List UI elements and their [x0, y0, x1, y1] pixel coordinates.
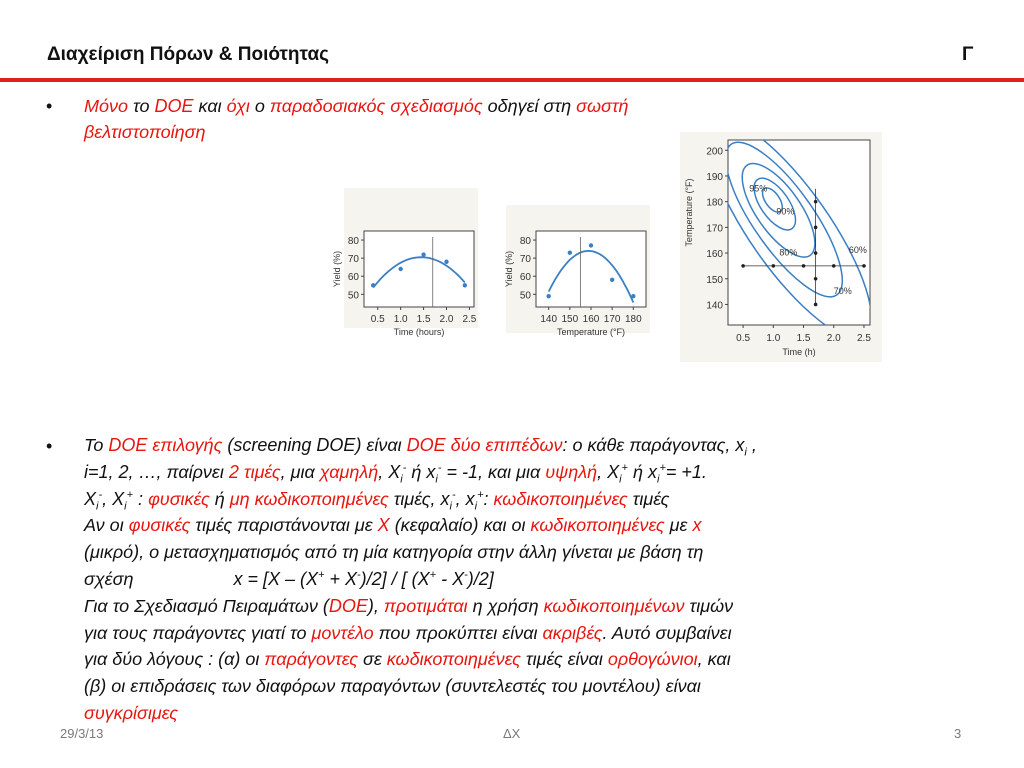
text-to: το	[128, 96, 155, 116]
chart-yield-temp	[490, 183, 670, 355]
experiment-point	[862, 264, 866, 268]
data-point	[444, 260, 448, 264]
subscript: i	[96, 500, 99, 513]
page-number: 3	[954, 726, 962, 741]
text: = -1, και μια	[441, 461, 546, 482]
subscript: i	[474, 500, 478, 513]
data-point	[568, 251, 572, 255]
chart-yield-time	[318, 183, 480, 355]
y-tick-label: 60	[519, 272, 531, 284]
text: Το	[84, 435, 109, 455]
superscript: -	[98, 488, 103, 501]
subscript: i	[619, 473, 622, 486]
text: κωδικοποιημένες	[530, 515, 665, 536]
text: Αν οι	[84, 515, 129, 536]
text: Για το Σχεδιασμό Πειραμάτων (	[84, 595, 329, 616]
text-kai: και	[193, 96, 227, 116]
contour-label: 80%	[779, 247, 798, 258]
text: για τους παράγοντες γιατί το	[84, 622, 312, 643]
y-tick-label: 140	[706, 300, 723, 312]
text: X	[84, 488, 97, 509]
superscript: +	[659, 461, 666, 474]
text-leads-to: οδηγεί στη	[482, 96, 577, 116]
text: DOE δύο επιπέδων	[406, 435, 563, 455]
text: , X	[378, 461, 401, 482]
text: σχέση	[84, 568, 134, 589]
y-tick-label: 70	[347, 254, 359, 266]
y-tick-label: 50	[347, 290, 359, 302]
superscript: -	[464, 568, 468, 581]
text: που προκύπτει είναι	[373, 622, 543, 643]
chart-contour	[680, 132, 884, 364]
x-tick-label: 2.5	[857, 333, 871, 344]
superscript: -	[356, 568, 361, 581]
superscript: +	[429, 568, 437, 581]
text: = +1.	[665, 461, 707, 482]
text-traditional-design: παραδοσιακός σχεδιασμός	[269, 96, 483, 116]
y-tick-label: 180	[706, 197, 723, 209]
text: (β) οι επιδράσεις των διαφόρων παραγόντων (συντελεστές του μοντέλου) είναι	[84, 676, 701, 697]
x-axis-label: Time (h)	[782, 347, 816, 357]
contour-label: 60%	[848, 245, 867, 256]
text: ή x	[406, 461, 436, 482]
y-axis-label: Yield (%)	[332, 250, 342, 288]
experiment-point	[741, 264, 745, 268]
x-tick-label: 0.5	[736, 333, 751, 344]
subscript: i	[449, 500, 452, 513]
data-point	[398, 267, 402, 271]
text: , x	[455, 488, 475, 509]
header	[0, 0, 1024, 82]
text: υψηλή	[545, 461, 598, 482]
text: i=1, 2, …, παίρνει	[84, 461, 229, 482]
text: ή x	[627, 461, 657, 482]
text: , και	[697, 649, 731, 670]
superscript: +	[621, 461, 628, 474]
text-doe: DOE	[154, 96, 194, 116]
text: (μικρό), ο μετασχηματισμός από τη μία κατηγορία στην άλλη γίνεται με βάση τη	[84, 542, 704, 563]
text: :	[133, 488, 149, 509]
y-tick-label: 60	[347, 272, 359, 284]
y-axis-label: Yield (%)	[504, 250, 514, 288]
text-mono: Μόνο	[84, 96, 129, 116]
subscript: i	[400, 473, 403, 486]
text: X	[377, 515, 390, 536]
experiment-point	[772, 264, 776, 268]
data-point	[421, 252, 425, 256]
bullet-marker-2: •	[46, 436, 53, 456]
y-tick-label: 80	[519, 236, 531, 248]
experiment-point	[814, 277, 818, 281]
x-tick-label: 2.0	[826, 333, 841, 344]
x-tick-label: 150	[561, 314, 579, 325]
subscript: i	[435, 473, 438, 486]
data-point	[546, 294, 550, 298]
text: κωδικοποιημένες	[386, 649, 521, 670]
text: για δύο λόγους : (α) οι	[84, 649, 265, 670]
text: φυσικές	[128, 515, 191, 536]
text: DOE επιλογής	[108, 435, 223, 455]
text: . Αυτό συμβαίνει	[602, 622, 732, 643]
bullet-2	[84, 432, 1004, 727]
page-title: Διαχείριση Πόρων & Ποιότητας	[47, 44, 330, 65]
text: 2 τιμές	[228, 461, 281, 482]
experiment-point	[832, 264, 836, 268]
subscript: i	[124, 500, 127, 513]
section-letter: Γ	[962, 44, 974, 65]
text: ή	[209, 488, 230, 509]
text: ακριβές	[542, 622, 603, 643]
text: τιμές παριστάνονται με	[190, 515, 378, 536]
text: τιμές	[627, 488, 670, 509]
footer-center: ΔΧ	[503, 726, 521, 741]
text-correct: σωστή	[576, 96, 629, 116]
x-axis-label: Temperature (°F)	[556, 327, 626, 337]
contour-label: 90%	[776, 206, 795, 217]
footer-date: 29/3/13	[60, 726, 104, 741]
text: κωδικοποιημένων	[543, 595, 685, 616]
text: τιμών	[684, 595, 734, 616]
text: , X	[597, 461, 620, 482]
text: (screening DOE) είναι	[222, 435, 407, 455]
y-tick-label: 150	[706, 274, 723, 286]
text: κωδικοποιημένες	[493, 488, 628, 509]
superscript: -	[402, 461, 407, 474]
x-tick-label: 140	[540, 314, 558, 325]
superscript: +	[126, 488, 134, 501]
x-tick-label: 1.0	[393, 314, 408, 325]
data-point	[371, 283, 375, 287]
text: μη κωδικοποιημένες	[229, 488, 389, 509]
text: :	[483, 488, 494, 509]
experiment-point	[814, 251, 818, 255]
text-optimization: βελτιστοποίηση	[84, 122, 206, 142]
data-point	[631, 294, 635, 298]
y-tick-label: 50	[519, 290, 531, 302]
x-tick-label: 160	[582, 314, 600, 325]
text: με	[664, 515, 693, 536]
text: τιμές είναι	[520, 649, 608, 670]
x-tick-label: 2.5	[462, 314, 477, 325]
plot-frame	[728, 140, 870, 325]
text: - X	[436, 568, 465, 589]
text: )/2] / [ (X	[360, 568, 430, 589]
subscript: i	[656, 473, 660, 486]
text: x	[692, 515, 702, 536]
y-tick-label: 200	[706, 146, 723, 158]
x-axis-label: Time (hours)	[393, 327, 445, 337]
y-tick-label: 190	[706, 171, 723, 183]
experiment-point	[814, 226, 818, 230]
x-tick-label: 1.5	[796, 333, 811, 344]
text: ορθογώνιοι	[607, 649, 698, 670]
text: φυσικές	[148, 488, 210, 509]
superscript: -	[451, 488, 456, 501]
x-tick-label: 1.5	[416, 314, 431, 325]
header-rule	[0, 78, 1024, 82]
contour-label: 70%	[833, 286, 852, 297]
superscript: -	[437, 461, 442, 474]
y-tick-label: 70	[519, 254, 531, 266]
bullet-marker-1: •	[46, 96, 53, 116]
data-point	[589, 243, 593, 247]
experiment-point	[814, 303, 818, 307]
text: σε	[357, 649, 387, 670]
text: ,	[746, 435, 757, 455]
text-o: ο	[249, 96, 270, 116]
text: , μια	[280, 461, 320, 482]
x-tick-label: 1.0	[766, 333, 781, 344]
text-oxi: όχι	[226, 96, 250, 116]
text: παράγοντες	[264, 649, 358, 670]
text: DOE	[328, 595, 368, 616]
x-tick-label: 180	[624, 314, 642, 325]
text: χαμηλή	[319, 461, 379, 482]
text: τιμές, x	[388, 488, 450, 509]
plot-frame	[364, 231, 474, 307]
text: x = [X – (X	[233, 568, 318, 589]
text: συγκρίσιμες	[84, 702, 178, 723]
y-axis-label: Temperature (°F)	[684, 178, 694, 247]
data-point	[610, 278, 614, 282]
x-tick-label: 0.5	[370, 314, 385, 325]
text: (κεφαλαίο) και οι	[389, 515, 531, 536]
subscript: i	[744, 446, 747, 459]
contour-label: 95%	[749, 183, 768, 194]
text: μοντέλο	[311, 622, 374, 643]
superscript: +	[477, 488, 484, 501]
text: : ο κάθε παράγοντας, x	[562, 435, 745, 455]
y-tick-label: 160	[706, 249, 723, 261]
superscript: +	[318, 568, 325, 581]
text: προτιμάται	[383, 595, 468, 616]
text: + X	[324, 568, 357, 589]
y-tick-label: 80	[347, 236, 359, 248]
text: ),	[367, 595, 384, 616]
x-tick-label: 170	[603, 314, 621, 325]
text: η χρήση	[467, 595, 544, 616]
experiment-point	[814, 200, 818, 204]
text: , X	[102, 488, 125, 509]
y-tick-label: 170	[706, 223, 723, 235]
data-point	[463, 283, 467, 287]
text: )/2]	[467, 568, 494, 589]
experiment-point	[802, 264, 806, 268]
x-tick-label: 2.0	[439, 314, 454, 325]
